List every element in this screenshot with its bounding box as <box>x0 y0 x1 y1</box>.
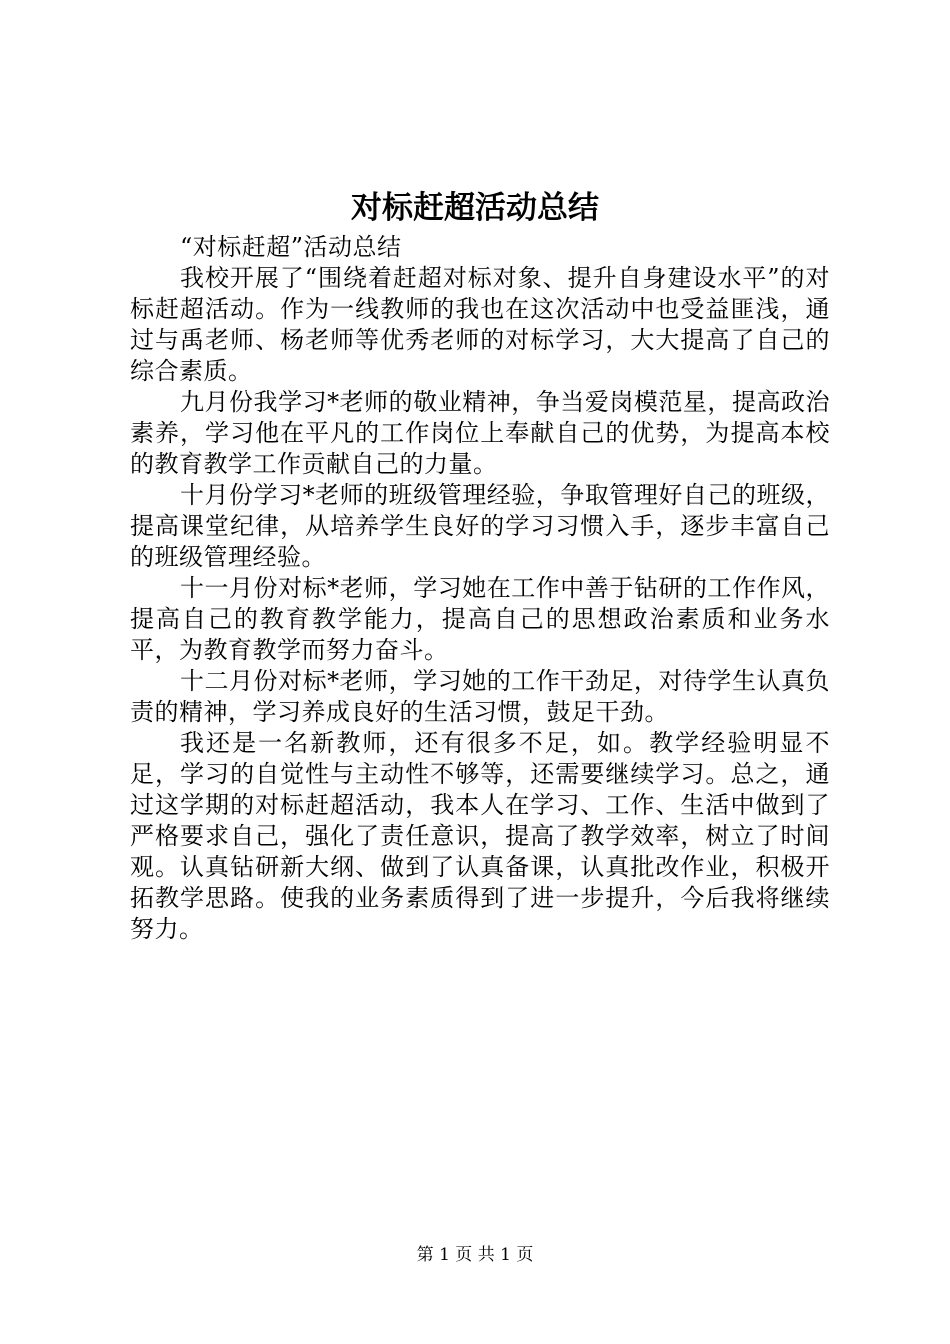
paragraph-december: 十二月份对标*老师，学习她的工作干劲足，对待学生认真负责的精神，学习养成良好的生活习惯，鼓足干劲。 <box>130 667 830 726</box>
paragraph-october: 十月份学习*老师的班级管理经验，争取管理好自己的班级，提高课堂纪律，从培养学生良好的学习习惯入手，逐步丰富自己的班级管理经验。 <box>130 481 830 571</box>
paragraph-november: 十一月份对标*老师，学习她在工作中善于钻研的工作作风，提高自己的教育教学能力，提高自己的思想政治素质和业务水平，为教育教学而努力奋斗。 <box>130 574 830 664</box>
paragraph-subtitle: “对标赶超”活动总结 <box>180 233 402 261</box>
document-title: 对标赶超活动总结 <box>351 190 599 226</box>
paragraph-conclusion: 我还是一名新教师，还有很多不足，如。教学经验明显不足，学习的自觉性与主动性不够等，还需要继续学习。总之，通过这学期的对标赶超活动，我本人在学习、工作、生活中做到了严格要求自己，强化了责任意识，提高了教学效率，树立了时间观。认真钻研新大纲、做到了认真备课，认真批改作业，积极开拓教学思路。使我的业务素质得到了进一步提升，今后我将继续努力。 <box>130 729 830 943</box>
document-body <box>130 232 830 945</box>
paragraph-september: 九月份我学习*老师的敬业精神，争当爱岗模范星，提高政治素养，学习他在平凡的工作岗位上奉献自己的优势，为提高本校的教育教学工作贡献自己的力量。 <box>130 388 830 478</box>
page-number-footer: 第 1 页 共 1 页 <box>416 1245 534 1265</box>
paragraph-intro: 我校开展了“围绕着赶超对标对象、提升自身建设水平”的对标赶超活动。作为一线教师的我也在这次活动中也受益匪浅，通过与禹老师、杨老师等优秀老师的对标学习，大大提高了自己的综合素质。 <box>130 264 830 385</box>
